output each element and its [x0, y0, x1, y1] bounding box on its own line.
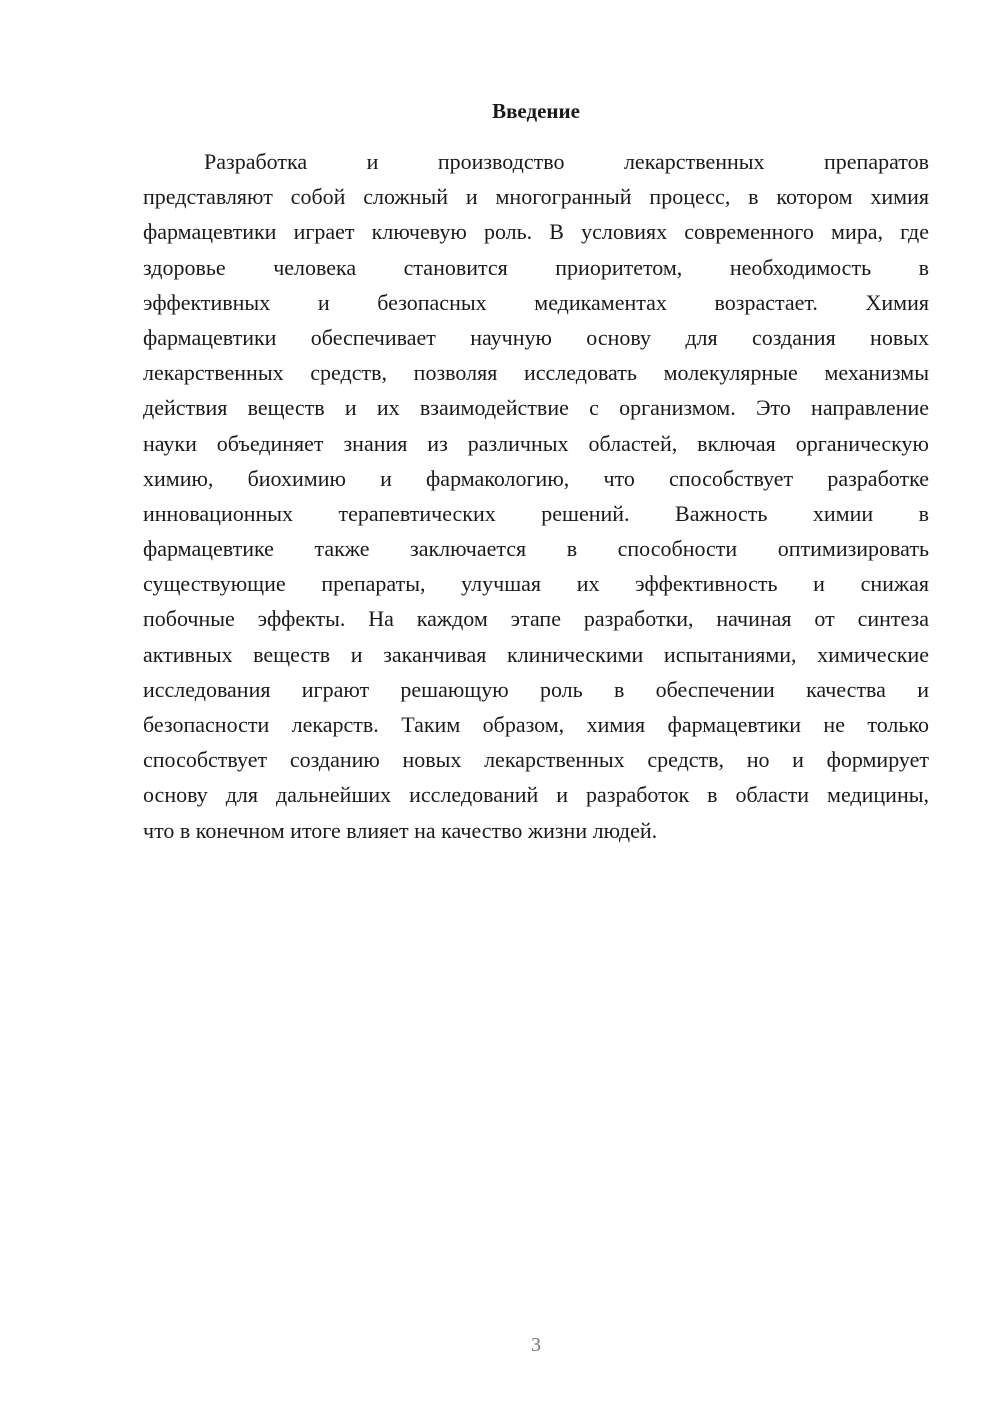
paragraph-line: основу для дальнейших исследований и разработок в области медицины, — [143, 782, 929, 808]
section-heading: Введение — [492, 99, 580, 123]
paragraph-line: безопасности лекарств. Таким образом, химия фармацевтики не только — [143, 712, 929, 737]
paragraph-line: Разработка и производство лекарственных препаратов — [204, 149, 929, 174]
paragraph-line: лекарственных средств, позволяя исследовать молекулярные механизмы — [143, 360, 929, 386]
paragraph-line: способствует созданию новых лекарственных средств, но и формирует — [143, 747, 929, 773]
paragraph-line: фармацевтики обеспечивает научную основу для создания новых — [143, 324, 929, 350]
paragraph-line: побочные эффекты. На каждом этапе разработки, начиная от синтеза — [143, 606, 929, 632]
paragraph-line: исследования играют решающую роль в обеспечении качества и — [143, 676, 929, 702]
paragraph-line: инновационных терапевтических решений. Важность химии в — [143, 500, 929, 526]
paragraph-line: что в конечном итоге влияет на качество жизни людей. — [143, 817, 658, 843]
paragraph-line: науки объединяет знания из различных областей, включая органическую — [143, 430, 929, 456]
paragraph-line: существующие препараты, улучшая их эффективность и снижая — [143, 571, 929, 597]
paragraph-line: представляют собой сложный и многогранный процесс, в котором химия — [143, 184, 929, 210]
body-paragraph — [143, 144, 929, 848]
paragraph-line: здоровье человека становится приоритетом, необходимость в — [143, 254, 929, 280]
paragraph-line: эффективных и безопасных медикаментах возрастает. Химия — [143, 289, 929, 315]
page-number: 3 — [531, 1334, 541, 1356]
paragraph-line: действия веществ и их взаимодействие с организмом. Это направление — [143, 395, 929, 421]
paragraph-line: фармацевтике также заключается в способности оптимизировать — [143, 536, 929, 562]
paragraph-line: химию, биохимию и фармакологию, что способствует разработке — [143, 465, 929, 491]
paragraph-line: активных веществ и заканчивая клиническими испытаниями, химические — [143, 641, 929, 667]
paragraph-line: фармацевтики играет ключевую роль. В условиях современного мира, где — [143, 219, 929, 245]
